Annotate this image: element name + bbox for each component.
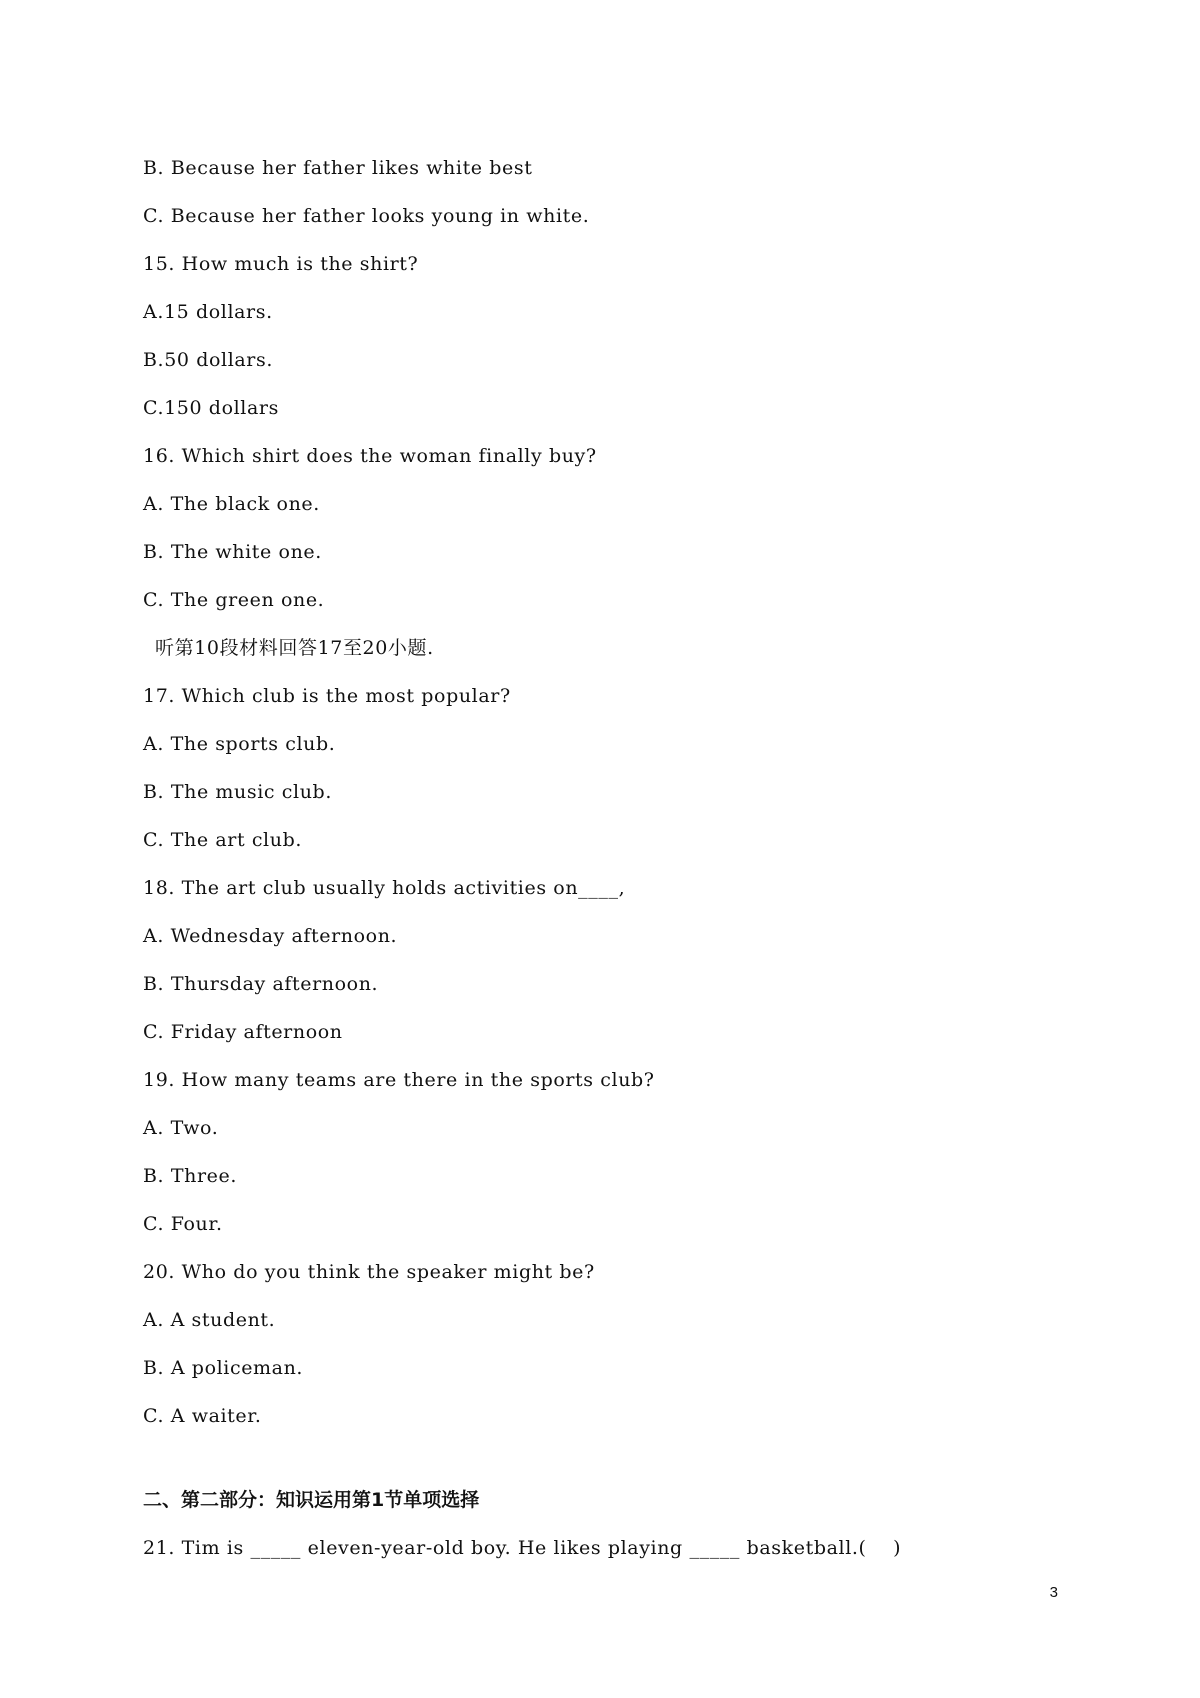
q17-option-a: A. The sports club.: [143, 733, 336, 755]
q16-option-a: A. The black one.: [143, 493, 320, 515]
q18-option-c: C. Friday afternoon: [143, 1021, 343, 1043]
q17-stem: 17. Which club is the most popular?: [143, 685, 511, 707]
q15-option-c: C.150 dollars: [143, 397, 279, 419]
q16-option-b: B. The white one.: [143, 541, 322, 563]
section-two-heading: 二、第二部分：知识运用第1节单项选择: [143, 1489, 480, 1511]
q15-option-a: A.15 dollars.: [143, 301, 273, 323]
q17-option-b: B. The music club.: [143, 781, 332, 803]
q20-option-b: B. A policeman.: [143, 1357, 304, 1379]
q14-option-c: C. Because her father looks young in white.: [143, 205, 590, 227]
q15-stem: 15. How much is the shirt?: [143, 253, 419, 275]
q19-option-a: A. Two.: [143, 1117, 219, 1139]
q20-option-a: A. A student.: [143, 1309, 276, 1331]
q16-stem: 16. Which shirt does the woman finally buy?: [143, 445, 597, 467]
q17-option-c: C. The art club.: [143, 829, 302, 851]
q16-option-c: C. The green one.: [143, 589, 325, 611]
q21-stem: 21. Tim is _____ eleven-year-old boy. He likes playing _____ basketball.( ): [143, 1537, 902, 1559]
q19-option-c: C. Four.: [143, 1213, 223, 1235]
q18-option-b: B. Thursday afternoon.: [143, 973, 379, 995]
listening-instruction: 听第10段材料回答17至20小题.: [155, 637, 434, 659]
q19-option-b: B. Three.: [143, 1165, 237, 1187]
q19-stem: 19. How many teams are there in the sports club?: [143, 1069, 655, 1091]
q20-stem: 20. Who do you think the speaker might be?: [143, 1261, 595, 1283]
q14-option-b: B. Because her father likes white best: [143, 157, 533, 179]
q15-option-b: B.50 dollars.: [143, 349, 273, 371]
q18-option-a: A. Wednesday afternoon.: [143, 925, 398, 947]
q18-stem: 18. The art club usually holds activities on____,: [143, 877, 626, 899]
q20-option-c: C. A waiter.: [143, 1405, 262, 1427]
page-number: 3: [1049, 1584, 1058, 1601]
